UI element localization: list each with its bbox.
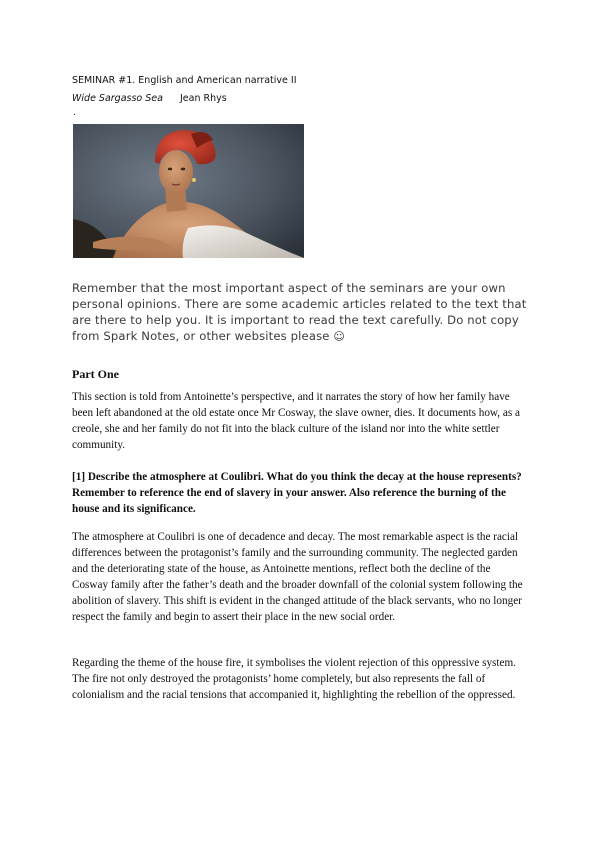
instructions-text: Remember that the most important aspect of the seminars are your own personal opinions. There are some academic articles related to the text that are there to help you. It is important to read the text carefully. Do not copy from Spark Notes, or other websites please bbox=[72, 281, 527, 343]
smiley-icon: ☺ bbox=[333, 330, 346, 343]
book-line bbox=[72, 93, 227, 104]
question-1: [1] Describe the atmosphere at Coulibri. What do you think the decay at the house represents? Remember to reference the end of slavery in your answer. Also reference the burning of the house and its significance. bbox=[72, 471, 522, 515]
part-intro-paragraph: This section is told from Antoinette’s perspective, and it narrates the story of how her family have been left abandoned at the old estate once Mr Cosway, the slave owner, dies. It documents how, as a creole, she and her family do not fit into the black culture of the island nor into the white settler community. bbox=[72, 391, 520, 451]
portrait-painting-icon bbox=[73, 124, 304, 258]
stray-dot: . bbox=[73, 108, 76, 118]
book-author: Jean Rhys bbox=[180, 93, 227, 104]
part-title: Part One bbox=[72, 367, 119, 381]
book-title: Wide Sargasso Sea bbox=[72, 93, 163, 104]
answer-paragraph: Regarding the theme of the house fire, it symbolises the violent rejection of this oppressive system. The fire not only destroyed the protagonists’ home completely, but also represents the fall of colonialism and the racial tensions that accompanied it, highlighting the rebellion of the oppressed. bbox=[72, 657, 516, 701]
seminar-heading: SEMINAR #1. English and American narrative II bbox=[72, 75, 297, 86]
answer-paragraph: The atmosphere at Coulibri is one of decadence and decay. The most remarkable aspect is the racial differences between the protagonist’s family and the surrounding community. The neglected garden and the deteriorating state of the house, as Antoinette mentions, reflect both the decline of the Cosway family after the father’s death and the broader downfall of the colonial system following the abolition of slavery. This shift is evident in the changed attitude of the black servants, who no longer respect the family and begin to assert their place in the new social order. bbox=[72, 531, 523, 623]
instructions-note bbox=[72, 280, 542, 345]
portrait-image bbox=[73, 124, 304, 258]
